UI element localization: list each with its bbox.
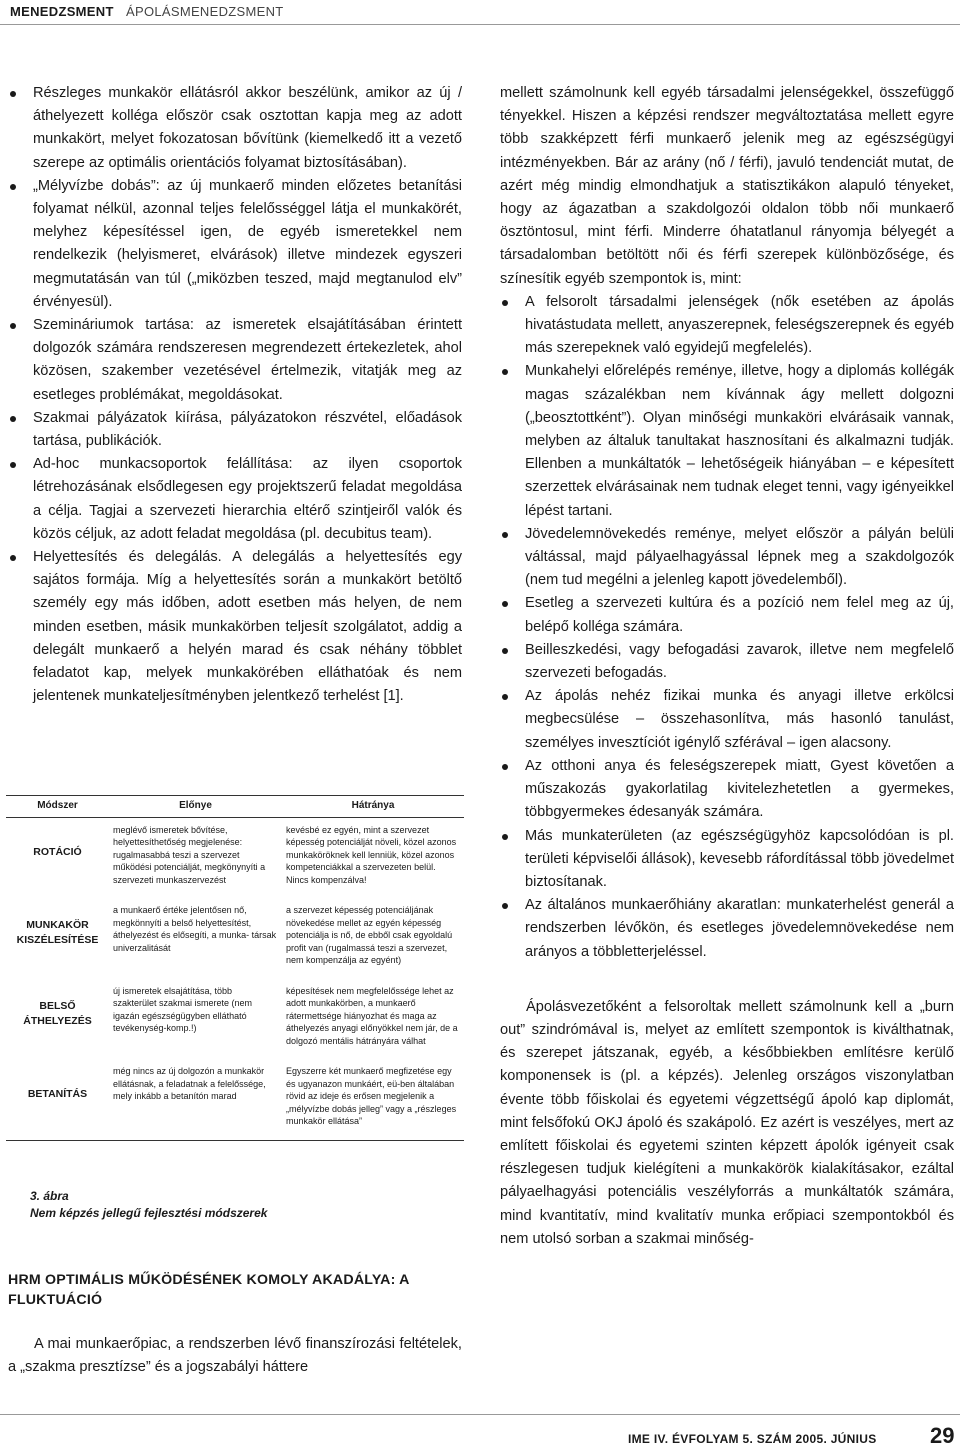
figure-number: 3. ábra <box>30 1189 69 1203</box>
method-cell: ROTÁCIÓ <box>33 846 82 859</box>
list-item: Részleges munkakör ellátásról akkor beszélünk, amikor az új / áthelyezett kolléga először csak osztottan kapja meg az adott munkakört, melyet fokozatosan bővítünk (kiemelkedő itt a vezető szerepe az optimális orientációs folyamat biztosításában). <box>8 82 462 175</box>
header-subsection: ÁPOLÁSMENEDZSMENT <box>126 4 284 19</box>
right-closing-paragraph: Ápolásvezetőként a felsoroltak mellett számolnunk kell a „burn out” szindrómával is, melyet az említett szempontok is kiválthatnak, és szerepet játszanak, egyéb, a későbbiekben említésre kerülő komponensek is (pl. a képzés). Jelenleg országos viszonylatban évente több főiskolai és egyetemi végzettségű ápoló kap diplomát, mint felsőfokú OKJ ápoló és szakápoló. Ez azért is veszélyes, mert az említett főiskolai és egyetemi szinten képzett ápolók igényeit csak részlegesen tudjuk kielégíteni a munkakörök kialakításakor, ezáltal pályaelhagyási potenciális veszélyforrás a munkáltatók számára, mind kvantitatív, mind kvalitatív munka erőpiaci szempontokból és nem utolsó sorban a szakmai minőség- <box>500 998 954 1247</box>
disadvantage-cell: a szervezet képesség potenciáljának növekedése mellet az egyén képesség potenciálja is nő, de ebből csak egyoldalú profit van (rugalmassá teszi a szervezet, nem kompenzálja az egyént) <box>286 905 453 965</box>
footer-issue: IME IV. ÉVFOLYAM 5. SZÁM 2005. JÚNIUS <box>628 1432 877 1446</box>
list-item: Esetleg a szervezeti kultúra és a pozíció nem felel meg az új, belépő kolléga számára. <box>500 592 954 638</box>
list-item: Az otthoni anya és feleségszerepek miatt, Gyest követően a műszakozás gyakorlatilag kivitelezhetetlen a gyermekes, többgyermekes édesanyák számára. <box>500 755 954 825</box>
list-item: Ad-hoc munkacsoportok felállítása: az ilyen csoportok létrehozásának elsődlegesen egy projektszerű feladat megoldása a célja. Tagjai a szervezeti hierarchia eltérő szintjeiről valók és közös céljuk, az adott feladat megoldása (pl. decubitus team). <box>8 453 462 546</box>
left-column <box>8 82 462 708</box>
table-row <box>6 979 464 1060</box>
disadvantage-cell: Egyszerre két munkaerő megfizetése egy és ugyanazon munkáért, eü-ben általában rövid az ideje és erősen megjelenik a „mélyvízbe dobás jelleg” vagy a „részleges munkakör ellátása” <box>282 1059 464 1140</box>
column-header-method: Módszer <box>6 796 109 818</box>
list-item: „Mélyvízbe dobás”: az új munkaerő minden előzetes betanítási folyamat nélkül, azonnal teljes felelősséggel látja el munkakörét, melyhez képesítéssel igen, de egyéb ismeretekkel nem rendelkezik (helyismeret, elvárások) illetve mindezek egyszeri megmutatásán van túl („miközben teszed, majd megtanulod elv” érvényesül). <box>8 175 462 314</box>
list-item: A felsorolt társadalmi jelenségek (nők esetében az ápolás hivatástudata mellett, anyaszerepnek, feleségszerepnek és egyéb más szerepeknek való egyidejű megfelelés). <box>500 291 954 361</box>
right-intro-paragraph: mellett számolnunk kell egyéb társadalmi jelenségekkel, összefüggő tényekkel. Hiszen a képzési rendszer megváltoztatása mellett egyre több szakképzett férfi munkaerő jelenik meg az egészségügyi intézményekben. Bár az arány (nő / férfi), javuló tendenciát mutat, de azért még mindig elmondhatjuk a statisztikákon alapuló tényeket, hogy az ágazatban a szakdolgozói oldalon több női munkaerő ösztöntosul, mint férfi. Minderre óhatatlanul rányomja bélyegét a társadalomban betöltött női és férfi szerepek különbözősége, és színesítik egyéb szempontok is, mint: <box>500 85 954 287</box>
method-cell: BETANÍTÁS <box>6 1059 109 1140</box>
list-item: Az általános munkaerőhiány akaratlan: munkaterhelést generál a rendszerben lévőkön, és esetleges jövedelemnövekedése nem arányos a többletterjeléssel. <box>500 894 954 964</box>
list-item: Az ápolás nehéz fizikai munka és anyagi illetve erkölcsi megbecsülése – összehasonlítva, más hasonló tanulást, személyes invesztíciót igénylő szférával – igen alacsony. <box>500 685 954 755</box>
table-row <box>6 898 464 979</box>
list-item: Szakmai pályázatok kiírása, pályázatokon részvétel, előadások tartása, publikációk. <box>8 407 462 453</box>
list-item: Beilleszkedési, vagy befogadási zavarok, illetve nem megfelelő szervezeti befogadás. <box>500 639 954 685</box>
method-cell: MUNKAKÖR KISZÉLESÍTÉSE <box>16 919 99 947</box>
table-row <box>6 1059 464 1140</box>
column-header-disadvantage: Hátránya <box>282 796 464 818</box>
list-item: Munkahelyi előrelépés reménye, illetve, hogy a diplomás kollégák magas százalékban nem kívánnak ágy mellett dolgozni („beosztottként”). Olyan minőségi munkaköri elvárásaik vannak, melyben az általuk tanultakat hasznosítani és alkalmazni tudják. Ellenben a munkáltatók – lehetőségeik hiányában – e képesített szerzettek elvárásainak nem tudnak eleget tenni, vagy igényeikkel lépést tartani. <box>500 360 954 522</box>
list-item: Más munkaterületen (az egészségügyhöz kapcsolódóan is pl. területi képviselői állások), kevesebb ráfordítással több jövedelmet biztosítanak. <box>500 825 954 895</box>
right-column <box>500 82 954 1251</box>
list-item: Helyettesítés és delegálás. A delegálás a helyettesítés egy sajátos formája. Míg a helyettesítés során a munkakört betöltő személy egy más időben, adott esetben más helyen, de nem minden esetben, másik munkakörben teljesít szolgálatot, addig a delegált munkaerő a helyén marad és csak néhány többlet feladatot kap, melyek munkakörében elláthatóak és nem jelentenek munkateljesítményben jelentkező terhelést [1]. <box>8 546 462 708</box>
disadvantage-cell: kevésbé ez egyén, mint a szervezet képesség potenciálját növeli, közel azonos munkaköröknek kell lenniük, közel azonos kompetenciákkal a szervezeten belül. Nincs kompenzálva! <box>286 824 457 885</box>
figure-table <box>6 795 464 1141</box>
list-item: Jövedelemnövekedés reménye, melyet először a pályán belüli váltással, majd pályaelhagyással lépnek meg a szakdolgozók (nem tud megélni a jelenleg kapott jövedelemből). <box>500 523 954 593</box>
figure-caption <box>30 1188 267 1222</box>
section-heading: HRM OPTIMÁLIS MŰKÖDÉSÉNEK KOMOLY AKADÁLYA: A FLUKTUÁCIÓ <box>8 1272 410 1308</box>
advantage-cell: még nincs az új dolgozón a munkakör ellátásnak, a feladatnak a felelőssége, mely inkább a betanítón marad <box>109 1059 282 1140</box>
left-tail-paragraph: A mai munkaerőpiac, a rendszerben lévő finanszírozási feltételek, a „szakma presztízse” és a jogszabályi háttere <box>8 1336 462 1376</box>
figure-title: Nem képzés jellegű fejlesztési módszerek <box>30 1206 268 1220</box>
running-header <box>0 0 960 25</box>
page-number: 29 <box>930 1423 955 1448</box>
table-row <box>6 817 464 898</box>
header-section: MENEDZSMENT <box>10 4 114 19</box>
right-bullet-list <box>500 291 954 964</box>
disadvantage-cell: képesítések nem megfelelőssége lehet az adott munkakörben, a munkaerő rátermettsége hiányozhat és maga az áthelyezés anyagi előnyökkel nem jár, de a dolgozó mentális hátrányára válhat <box>286 985 458 1046</box>
column-header-advantage: Előnye <box>109 796 282 818</box>
left-bullet-list <box>8 82 462 708</box>
footer-rule <box>0 1414 960 1415</box>
advantage-cell: a munkaerő értéke jelentősen nő, megkönnyíti a belső helyettesítést, áthelyezést és elősegíti, a munka- társak univerzalitását <box>113 905 277 953</box>
advantage-cell: meglévő ismeretek bővítése, helyettesíthetőség megjelenése: rugalmasabbá teszi a szervezet működési potenciálját, megkönynyíti a szervezeti munkaszervezést <box>113 824 266 885</box>
list-item: Szemináriumok tartása: az ismeretek elsajátításában érintett dolgozók számára rendszeresen megrendezett értekezletek, ahol közösen, szakember vezetésével értelmezik, vitatják meg az esetleges problémákat, megoldásokat. <box>8 314 462 407</box>
advantage-cell: új ismeretek elsajátítása, több szakterület szakmai ismerete (nem igazán egészségügyben ellátható tevékenység-komp.!) <box>113 985 253 1033</box>
method-cell: BELSŐ ÁTHELYEZÉS <box>23 999 92 1027</box>
